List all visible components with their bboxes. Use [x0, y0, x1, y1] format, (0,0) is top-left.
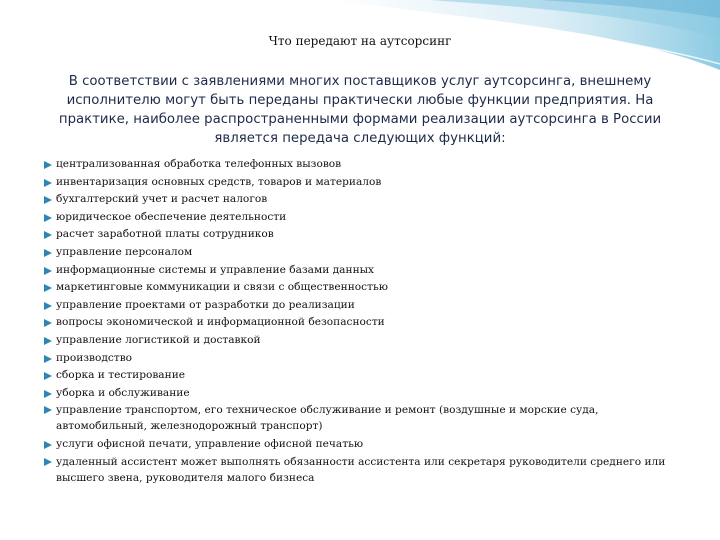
list-item-text: вопросы экономической и информационной безопасности — [56, 316, 385, 329]
list-item-text: производство — [56, 351, 133, 364]
triangle-bullet-icon — [44, 161, 52, 169]
list-item — [44, 454, 684, 486]
function-list — [44, 156, 684, 488]
triangle-bullet-icon — [44, 406, 52, 414]
list-item — [44, 350, 684, 368]
triangle-bullet-icon — [44, 179, 52, 187]
list-item-text: управление проектами от разработки до реализации — [56, 298, 355, 311]
triangle-bullet-icon — [44, 390, 52, 398]
list-item — [44, 367, 684, 385]
list-item — [44, 436, 684, 454]
intro-paragraph: В соответствии с заявлениями многих поставщиков услуг аутсорсинга, внешнему исполнителю могут быть переданы практически любые функции предприятия. На практике, наиболее распространенными формами реализации аутсорсинга в России является передача следующих функций: — [58, 74, 662, 146]
list-item — [44, 332, 684, 350]
list-item — [44, 191, 684, 209]
list-item-text: управление логистикой и доставкой — [56, 333, 261, 346]
list-item — [44, 385, 684, 403]
list-item-text: маркетинговые коммуникации и связи с общественностью — [56, 281, 388, 294]
list-item — [44, 174, 684, 192]
list-item-text: бухгалтерский учет и расчет налогов — [56, 193, 268, 206]
list-item — [44, 226, 684, 244]
list-item — [44, 244, 684, 262]
triangle-bullet-icon — [44, 441, 52, 449]
list-item — [44, 279, 684, 297]
list-item — [44, 156, 684, 174]
list-item-text: управление транспортом, его техническое обслуживание и ремонт (воздушные и морские суда, автомобильный, железнодорожный транспорт) — [56, 404, 599, 433]
triangle-bullet-icon — [44, 337, 52, 345]
triangle-bullet-icon — [44, 302, 52, 310]
triangle-bullet-icon — [44, 458, 52, 466]
triangle-bullet-icon — [44, 284, 52, 292]
triangle-bullet-icon — [44, 355, 52, 363]
list-item-text: юридическое обеспечение деятельности — [56, 210, 287, 223]
triangle-bullet-icon — [44, 372, 52, 380]
list-item — [44, 209, 684, 227]
list-item-text: инвентаризация основных средств, товаров и материалов — [56, 175, 382, 188]
list-item-text: удаленный ассистент может выполнять обязанности ассистента или секретаря руководители среднего или высшего звена, руководителя малого бизнеса — [56, 455, 666, 484]
triangle-bullet-icon — [44, 196, 52, 204]
triangle-bullet-icon — [44, 214, 52, 222]
list-item-text: расчет заработной платы сотрудников — [56, 228, 274, 241]
list-item-text: сборка и тестирование — [56, 369, 186, 382]
list-item-text: уборка и обслуживание — [56, 386, 190, 399]
list-item-text: управление персоналом — [56, 245, 193, 258]
list-item — [44, 297, 684, 315]
list-item — [44, 314, 684, 332]
list-item-text: услуги офисной печати, управление офисной печатью — [56, 438, 364, 451]
triangle-bullet-icon — [44, 319, 52, 327]
list-item-text: централизованная обработка телефонных вызовов — [56, 158, 342, 170]
triangle-bullet-icon — [44, 249, 52, 257]
triangle-bullet-icon — [44, 231, 52, 239]
slide-title: Что передают на аутсорсинг — [268, 34, 452, 48]
list-item — [44, 262, 684, 280]
list-item-text: информационные системы и управление базами данных — [56, 263, 375, 276]
list-item — [44, 402, 684, 434]
triangle-bullet-icon — [44, 267, 52, 275]
